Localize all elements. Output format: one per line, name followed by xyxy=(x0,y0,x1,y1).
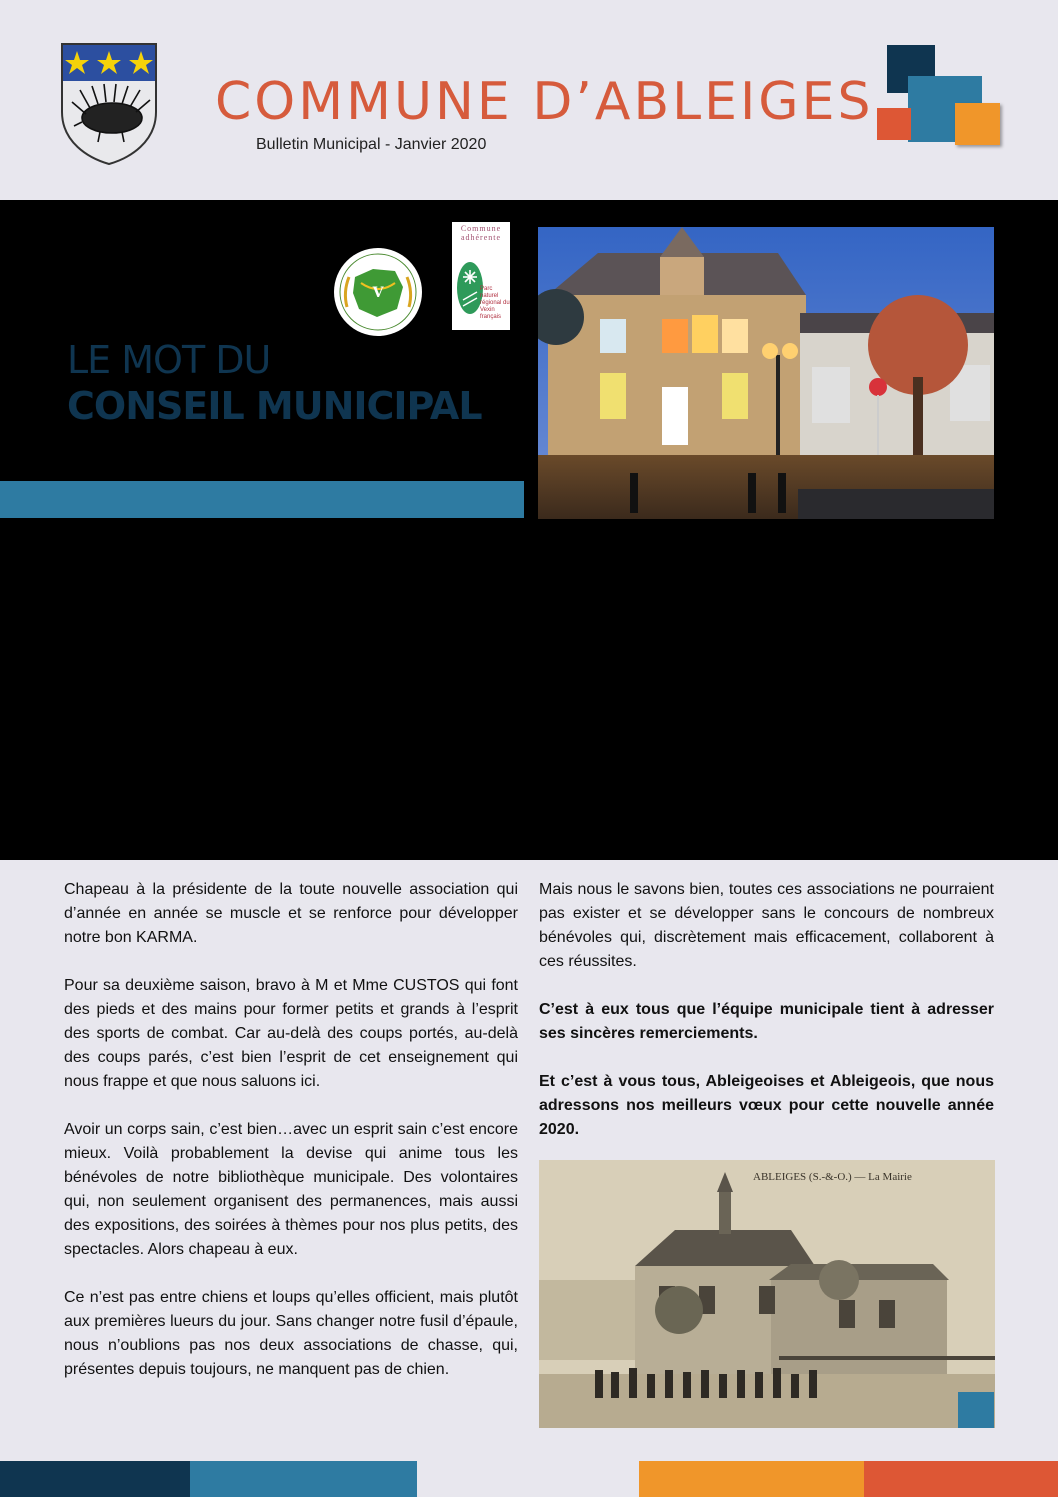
footer-stripe-red xyxy=(864,1461,1058,1497)
paragraph-custos: Pour sa deuxième saison, bravo à M et Mme CUSTOS qui font des pieds et des mains pour former petits et grands à l’esprit des sports de combat. Car au-delà des coups portés, au-delà des coups parés, c’est bien l’esprit de cet enseignement qui nous frappe et que nous saluons ici. xyxy=(64,977,518,1090)
old-town-hall-postcard xyxy=(539,1160,995,1428)
footer-stripe-blue xyxy=(190,1461,417,1497)
coat-of-arms-logo xyxy=(60,42,158,166)
accent-bar xyxy=(0,481,524,518)
decor-square-red xyxy=(877,108,911,140)
footer-stripe-light xyxy=(417,1461,639,1497)
paragraph-karma: Chapeau à la présidente de la toute nouvelle association qui d’année en année se muscle et se renforce pour développer notre bon KARMA. xyxy=(64,881,518,946)
paragraph-thanks: C’est à eux tous que l’équipe municipale tient à adresser ses sincères remerciements. xyxy=(539,1001,994,1042)
svg-text:V: V xyxy=(372,285,384,301)
article-left-column xyxy=(64,878,518,1406)
postcard-caption: ABLEIGES (S.-&-O.) — La Mairie xyxy=(753,1171,912,1183)
paragraph-hunting: Ce n’est pas entre chiens et loups qu’elles officient, mais plutôt aux premières lueurs du jour. Sans changer notre fusil d’épaule, nous n’oublions pas nos deux associations de chasse, qui, présentes depuis toujours, ne manquent pas de chien. xyxy=(64,1289,518,1378)
paragraph-library: Avoir un corps sain, c’est bien…avec un esprit sain c’est encore mieux. Voilà probablement la devise qui anime tous les bénévoles de notre bibliothèque municipale. Des volontaires qui, non seulement organisent des permanences, mais aussi des expositions, des soirées à thèmes pour nos plus petits, des spectacles. Alors chapeau à eux. xyxy=(64,1121,518,1258)
paragraph-volunteers: Mais nous le savons bien, toutes ces associations ne pourraient pas exister et se développer sans le concours de nombreux bénévoles qui, discrètement mais efficacement, collaborent à ces réussites. xyxy=(539,881,994,970)
article-right-column xyxy=(539,878,994,1166)
town-hall-night-photo xyxy=(538,227,994,519)
photo-corner-square xyxy=(958,1392,994,1428)
parc-vexin-logo xyxy=(452,222,510,330)
bulletin-subtitle: Bulletin Municipal - Janvier 2020 xyxy=(256,136,487,153)
section-heading-line1: LE MOT DU xyxy=(67,338,271,382)
paragraph-wishes: Et c’est à vous tous, Ableigeoises et Ableigeois, que nous adressons nos meilleurs vœux pour cette nouvelle année 2020. xyxy=(539,1073,994,1138)
decor-square-orange xyxy=(955,103,1000,145)
section-heading-line2: CONSEIL MUNICIPAL xyxy=(67,384,482,428)
parc-name-label: Parc naturel régional du Vexin français xyxy=(480,286,510,320)
page-title: COMMUNE D’ABLEIGES xyxy=(215,72,874,132)
parc-top-label: Commune adhérente xyxy=(460,224,502,242)
footer-stripe-orange xyxy=(639,1461,864,1497)
vexin-centre-logo xyxy=(333,247,423,337)
footer-stripe-navy xyxy=(0,1461,190,1497)
